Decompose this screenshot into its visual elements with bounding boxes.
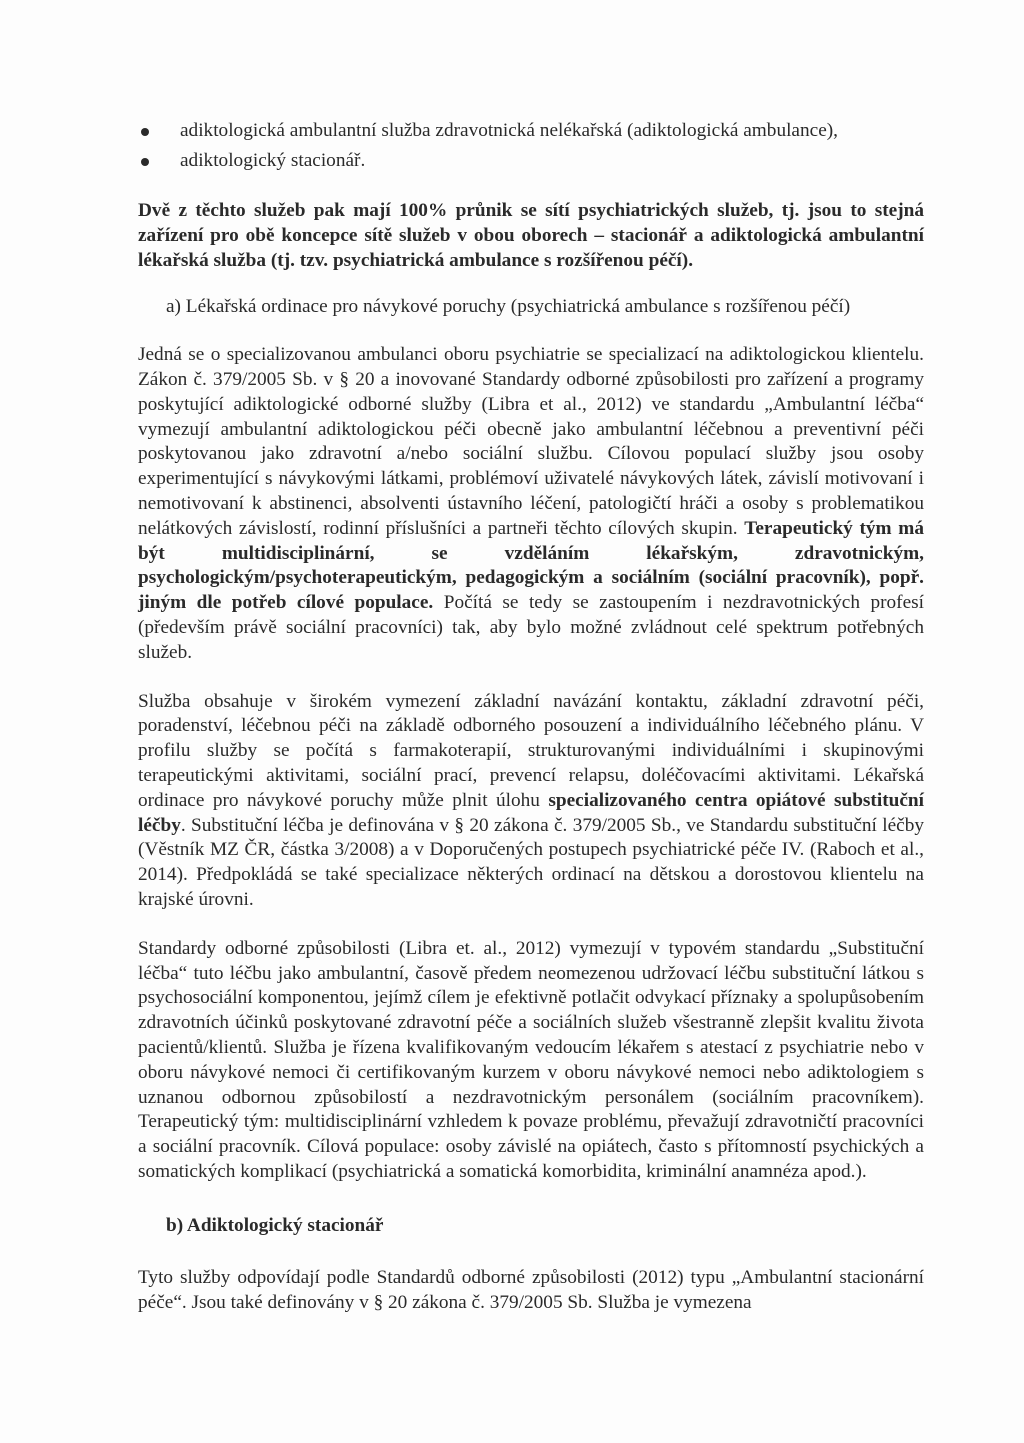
- paragraph-text: Služba obsahuje v širokém vymezení základní navázání kontaktu, základní zdravotní péči, poradenství, léčebnou péči na základě odborného posouzení a individuálního léčebného plánu. V profilu služby se počítá s farmakoterapií, strukturovanými individuálními i skupinovými terapeutickými aktivitami, sociální prací, prevencí relapsu, doléčovacími aktivitami. Lékařská ordinace pro návykové poruchy může plnit úlohu: [138, 690, 924, 811]
- overlap-paragraph: Dvě z těchto služeb pak mají 100% průnik se sítí psychiatrických služeb, tj. jsou to stejná zařízení pro obě koncepce sítě služeb v obou oborech – stacionář a adiktologická ambulantní lékařská služba (tj. tzv. psychiatrická ambulance s rozšířenou péčí).: [138, 200, 924, 271]
- bullet-dot-icon: [141, 158, 149, 166]
- bullet-item: [138, 116, 924, 146]
- paragraph-substitucni-lecba: Standardy odborné způsobilosti (Libra et. al., 2012) vymezují v typovém standardu „Substituční léčba“ tuto léčbu jako ambulantní, časově předem neomezenou udržovací léčbu substituční látkou s psychosociální komponentou, jejímž cílem je efektivně potlačit odvykací příznaky a spolupůsobením zdravotních účinků poskytované zdravotní péče a sociálních služeb všestranně zlepšit kvalitu života pacientů/klientů. Služba je řízena kvalifikovaným vedoucím lékařem s atestací z psychiatrie nebo v oboru návykové nemoci či certifikovaným kurzem v oboru návykové nemoci nebo adiktologiem s uznanou odbornou způsobilostí a nezdravotnickým personálem (sociálním pracovníkem). Terapeutický tým: multidisciplinární vzhledem k povaze problému, převažují zdravotničtí pracovníci a sociální pracovník. Cílová populace: osoby závislé na opiátech, často s přítomností psychických a somatických komplikací (psychiatrická a somatická komorbidita, kriminální anamnéza apod.).: [138, 937, 924, 1182]
- paragraph-sluzba: [138, 690, 924, 913]
- paragraph-bold-text: Terapeutický tým má být multidisciplinární, se vzděláním lékařským, zdravotnickým, psychologickým/psychoterapeutickým, pedagogickým a sociálním (sociální pracovník), popř. jiným dle potřeb cílové populace.: [138, 517, 924, 614]
- bullet-text: adiktologický stacionář.: [180, 150, 366, 171]
- bullet-dot-icon: [141, 128, 149, 136]
- paragraph-text: Jedná se o specializovanou ambulanci oboru psychiatrie se specializací na adiktologickou klientelu. Zákon č. 379/2005 Sb. v § 20 a inovované Standardy odborné způsobilosti pro zařízení a programy poskytující adiktologické odborné služby (Libra et al., 2012) ve standardu „Ambulantní léčba“ vymezují ambulantní adiktologickou péči obecně jako ambulantní léčebnou a preventivní péči poskytovanou jako zdravotní a/nebo sociální službu. Cílovou populací služby jsou osoby experimentující s návykovými látkami, problémoví uživatelé návykových látek, závislí motivovaní i nemotivovaní k abstinenci, absolventi ústavního léčení, patologičtí hráči a osoby s problematikou nelátkových závislostí, rodinní příslušníci a partneři těchto cílových skupin.: [138, 344, 924, 539]
- page-content: [138, 116, 924, 1316]
- bullet-text: adiktologická ambulantní služba zdravotnická nelékařská (adiktologická ambulance),: [180, 120, 838, 141]
- service-bullet-list: [138, 116, 924, 176]
- paragraph-stacionar: Tyto služby odpovídají podle Standardů odborné způsobilosti (2012) typu „Ambulantní stacionární péče“. Jsou také definovány v § 20 zákona č. 379/2005 Sb. Služba je vymezena: [138, 1267, 924, 1314]
- paragraph-bold-text: specializovaného centra opiátové substituční léčby: [138, 789, 924, 836]
- paragraph-text: Počítá se tedy se zastoupením i nezdravotnických profesí (především právě sociální pracovníci) tak, aby bylo možné zvládnout celé spektrum potřebných služeb.: [138, 592, 924, 663]
- paragraph-text: . Substituční léčba je definována v § 20 zákona č. 379/2005 Sb., ve Standardu substituční léčby (Věstník MZ ČR, částka 3/2008) a v Doporučených postupech psychiatrické péče IV. (Raboch et al., 2014). Předpokládá se také specializace některých ordinací na dětskou a dorostovou klientelu na krajské úrovni.: [138, 814, 924, 910]
- bullet-item: [138, 146, 924, 176]
- section-heading-b: b) Adiktologický stacionář: [166, 1214, 384, 1236]
- paragraph-ordinace: [138, 343, 924, 665]
- section-heading-a: a) Lékařská ordinace pro návykové poruchy (psychiatrická ambulance s rozšířenou péčí): [166, 296, 851, 318]
